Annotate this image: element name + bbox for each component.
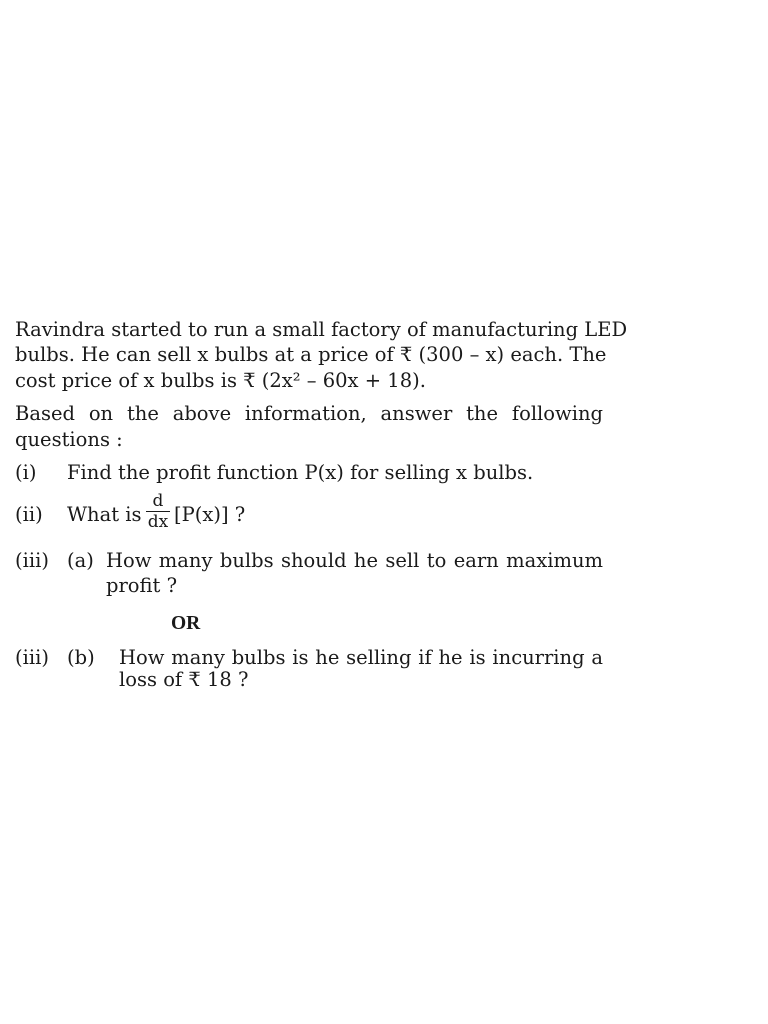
sub-question-ii-expression: [P(x)] ? xyxy=(174,503,246,526)
sub-question-iii-a-line-2: profit ? xyxy=(106,574,178,597)
sub-question-iii-a-line-1: How many bulbs should he sell to earn maximum xyxy=(106,549,603,572)
sub-question-iii-a xyxy=(15,549,603,599)
sub-question-iii-b-line-2: loss of ₹ 18 ? xyxy=(119,668,249,691)
derivative-denominator: dx xyxy=(147,512,169,532)
sub-question-i-text: Find the profit function P(x) for selling x bulbs. xyxy=(67,461,534,484)
sub-question-iii-b-number: (iii) xyxy=(15,646,49,669)
sub-question-i-number: (i) xyxy=(15,461,37,484)
derivative-numerator: d xyxy=(146,491,170,512)
derivative-fraction xyxy=(146,491,170,532)
intro-line-1: Ravindra started to run a small factory of manufacturing LED xyxy=(15,318,628,341)
instruction-line-1: Based on the above information, answer the following xyxy=(15,402,603,425)
sub-question-ii xyxy=(15,491,603,543)
or-divider: OR xyxy=(171,613,201,634)
sub-question-ii-number: (ii) xyxy=(15,503,43,526)
sub-question-iii-b-line-1: How many bulbs is he selling if he is incurring a xyxy=(119,646,603,669)
intro-line-3: cost price of x bulbs is ₹ (2x² – 60x + 18). xyxy=(15,369,426,392)
intro-line-2: bulbs. He can sell x bulbs at a price of ₹ (300 – x) each. The xyxy=(15,343,607,366)
sub-question-iii-a-part: (a) xyxy=(67,549,94,572)
sub-question-iii-b-part: (b) xyxy=(67,646,95,669)
sub-question-iii-b xyxy=(15,646,603,696)
sub-question-ii-text: What is xyxy=(67,503,142,526)
sub-question-iii-a-number: (iii) xyxy=(15,549,49,572)
instruction-line-2: questions : xyxy=(15,428,123,451)
